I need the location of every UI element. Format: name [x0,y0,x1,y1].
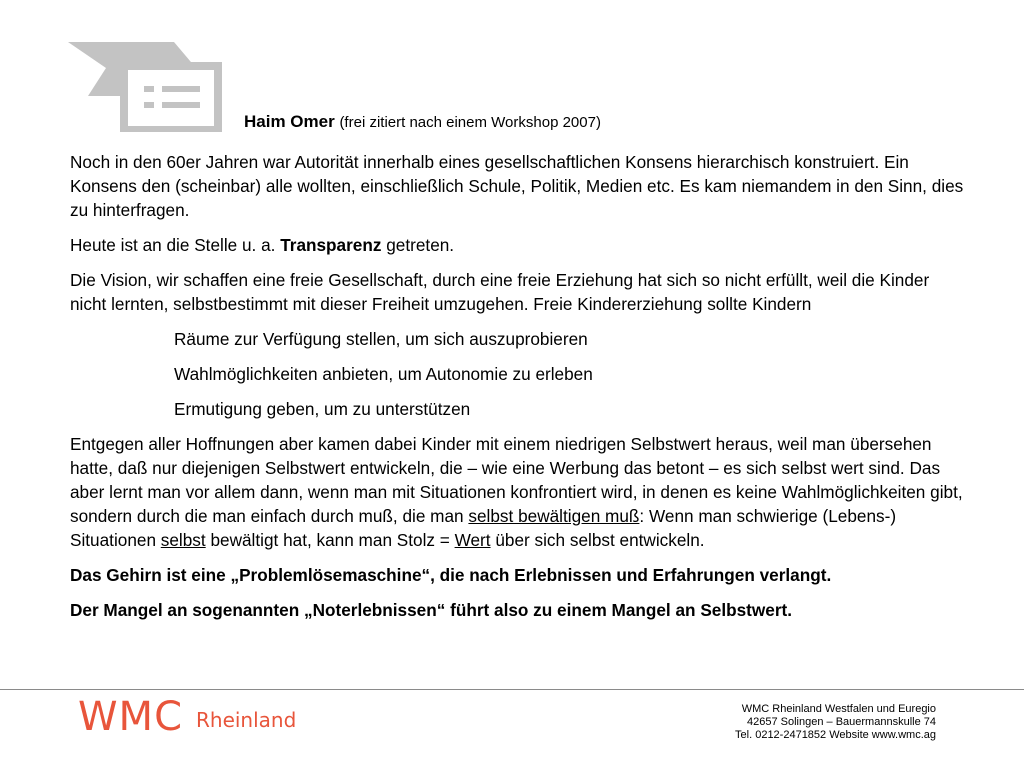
paragraph-4 [70,432,970,552]
p4-text-a: Entgegen aller Hoffnungen aber kamen dabei Kinder mit einem niedrigen Selbstwert heraus, weil man übersehen hatte, daß nur diejenigen Selbstwert entwickeln, die – wie eine Werbung das betont – es sich selbst wert sind. Das aber lernt man vor allem dann, wenn man mit Situationen konfrontiert wird, in denen es keine Wahlmöglichkeiten gibt, sondern durch die man einfach durch muß, die man [70,434,963,526]
p4-text-d: über sich selbst entwickeln. [490,530,705,550]
bold-statement-2: Der Mangel an sogenannten „Noterlebnissen“ führt also zu einem Mangel an Selbstwert. [70,600,793,620]
list-item: Wahlmöglichkeiten anbieten, um Autonomie zu erleben [174,364,593,384]
footer-line-3: Tel. 0212-2471852 Website www.wmc.ag [735,729,936,741]
footer-divider [0,689,1024,690]
footer-address [735,703,936,742]
list-item: Ermutigung geben, um zu unterstützen [174,399,471,419]
list-item: Räume zur Verfügung stellen, um sich auszuprobieren [174,329,588,349]
bold-statement-1: Das Gehirn ist eine „Problemlösemaschine“, die nach Erlebnissen und Erfahrungen verlangt. [70,565,832,585]
p4-underline-2: selbst [160,530,206,550]
paragraph-2 [70,233,970,257]
wmc-logo [78,696,298,742]
p2-text-b: getreten. [381,235,455,255]
p4-underline-1: selbst bewältigen muß [468,506,640,526]
p4-text-b: : Wenn man schwierige (Lebens-) Situationen [70,506,897,550]
p4-text-c: bewältigt hat, kann man Stolz = [205,530,455,550]
logo-sub-text: Rheinland [196,708,297,732]
main-text [70,150,970,633]
paragraph-3: Die Vision, wir schaffen eine freie Gesellschaft, durch eine freie Erziehung hat sich so nicht erfüllt, weil die Kinder nicht lernten, selbstbestimmt mit dieser Freiheit umzugehen. Freie Kindererziehung sollte Kindern [70,270,930,314]
p4-underline-3: Wert [454,530,491,550]
footer-line-2: 42657 Solingen – Bauermannskulle 74 [747,716,936,728]
page-title [244,112,601,133]
paragraph-1: Noch in den 60er Jahren war Autorität innerhalb eines gesellschaftlichen Konsens hierarchisch konstruiert. Ein Konsens den (scheinbar) alle wollten, einschließlich Schule, Politik, Medien etc. Es kam niemandem in den Sinn, dies zu hinterfragen. [70,152,964,220]
footer-line-1: WMC Rheinland Westfalen und Euregio [741,703,936,715]
author-name: Haim Omer [244,112,335,131]
document-arrow-icon [66,40,222,132]
logo-main-text: WMC [78,694,183,740]
title-subtitle: (frei zitiert nach einem Workshop 2007) [339,114,601,131]
p2-transparenz: Transparenz [280,235,382,255]
p2-text-a: Heute ist an die Stelle u. a. [70,235,281,255]
